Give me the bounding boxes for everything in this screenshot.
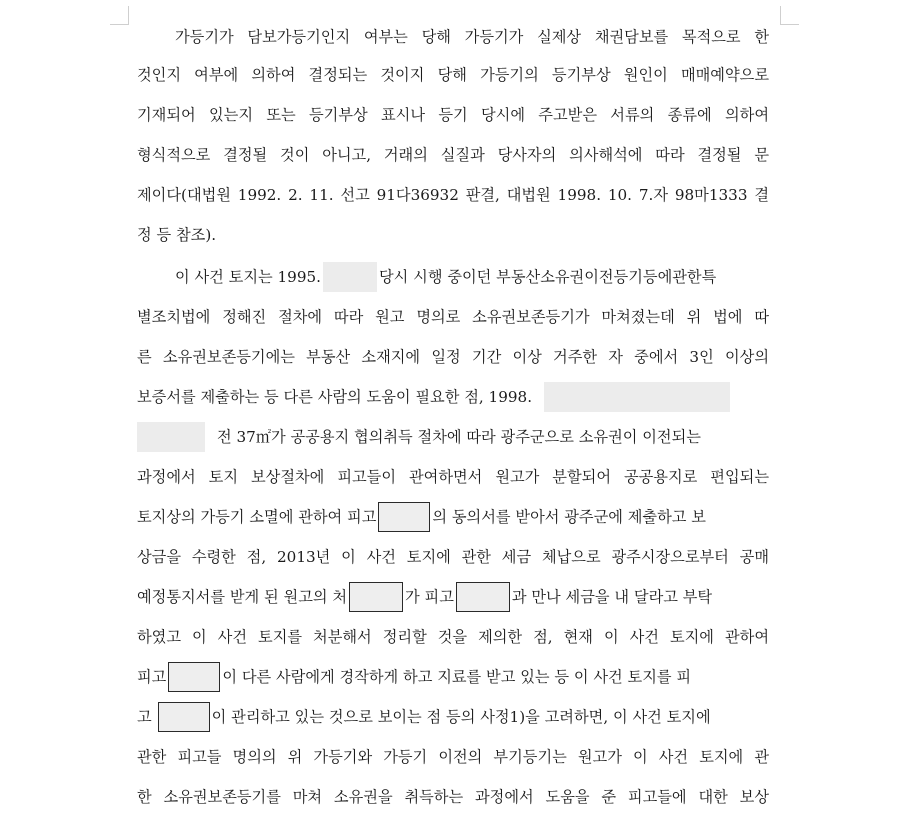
redaction-block (349, 582, 403, 612)
text-line (137, 582, 712, 612)
text-line: 정 등 참조). (137, 226, 217, 244)
text-line: 제이다(대법원 1992. 2. 11. 선고 91다36932 판결, 대법원 1998. 10. 7.자 98마1333 결 (137, 186, 769, 204)
text-line (137, 262, 716, 292)
text-line (137, 502, 706, 532)
text-segment: 피고 (137, 668, 167, 686)
redaction-block (158, 702, 210, 732)
redaction-block (378, 502, 430, 532)
redaction-block (137, 422, 205, 452)
text-line (137, 702, 711, 732)
text-line: 른 소유권보존등기에는 부동산 소재지에 일정 기간 이상 거주한 자 중에서 3인 이상의 (137, 348, 769, 366)
redaction-block (323, 262, 377, 292)
text-segment: 이 관리하고 있는 것으로 보이는 점 등의 사정1)을 고려하면, 이 사건 토지에 (211, 708, 711, 726)
text-segment: 이 다른 사람에게 경작하게 하고 지료를 받고 있는 등 이 사건 토지를 피 (222, 668, 692, 686)
redaction-block (456, 582, 510, 612)
redaction-block (544, 382, 730, 412)
text-line (137, 662, 691, 692)
text-line: 별조치법에 정해진 절차에 따라 원고 명의로 소유권보존등기가 마쳐졌는데 위 법에 따 (137, 308, 769, 326)
text-segment: 보증서를 제출하는 등 다른 사람의 도움이 필요한 점, 1998. (137, 388, 533, 406)
page-corner-mark-left (110, 6, 129, 25)
text-line: 형식적으로 결정될 것이 아니고, 거래의 실질과 당사자의 의사해석에 따라 결정될 문 (137, 146, 769, 164)
text-segment: 가 피고 (405, 588, 454, 606)
text-line: 한 소유권보존등기를 마쳐 소유권을 취득하는 과정에서 도움을 준 피고들에 대한 보상 (137, 788, 769, 806)
text-line: 상금을 수령한 점, 2013년 이 사건 토지에 관한 세금 체납으로 광주시장으로부터 공매 (137, 548, 769, 566)
text-line: 것인지 여부에 의하여 결정되는 것이지 당해 가등기의 등기부상 원인이 매매예약으로 (137, 66, 769, 84)
text-segment: 토지상의 가등기 소멸에 관하여 피고 (137, 508, 377, 526)
text-segment: 전 37㎡가 공공용지 협의취득 절차에 따라 광주군으로 소유권이 이전되는 (217, 428, 701, 446)
text-line: 하였고 이 사건 토지를 처분해서 정리할 것을 제의한 점, 현재 이 사건 토지에 관하여 (137, 628, 769, 646)
text-segment: 의 동의서를 받아서 광주군에 제출하고 보 (432, 508, 706, 526)
text-line: 관한 피고들 명의의 위 가등기와 가등기 이전의 부기등기는 원고가 이 사건 토지에 관 (137, 748, 769, 766)
redaction-block (168, 662, 220, 692)
text-line: 가등기가 담보가등기인지 여부는 당해 가등기가 실제상 채권담보를 목적으로 한 (175, 28, 769, 46)
text-segment: 과 만나 세금을 내 달라고 부탁 (511, 588, 713, 606)
text-line (137, 422, 701, 452)
text-segment: 당시 시행 중이던 부동산소유권이전등기등에관한특 (379, 268, 717, 286)
text-segment: 고 (137, 708, 152, 726)
text-line: 기재되어 있는지 또는 등기부상 표시나 등기 당시에 주고받은 서류의 종류에 의하여 (137, 106, 769, 124)
text-line: 과정에서 토지 보상절차에 피고들이 관여하면서 원고가 분할되어 공공용지로 편입되는 (137, 468, 769, 486)
text-line (137, 382, 730, 412)
text-segment: 이 사건 토지는 1995. (175, 268, 321, 286)
page-corner-mark-right (780, 6, 799, 25)
text-segment: 예정통지서를 받게 된 원고의 처 (137, 588, 348, 606)
